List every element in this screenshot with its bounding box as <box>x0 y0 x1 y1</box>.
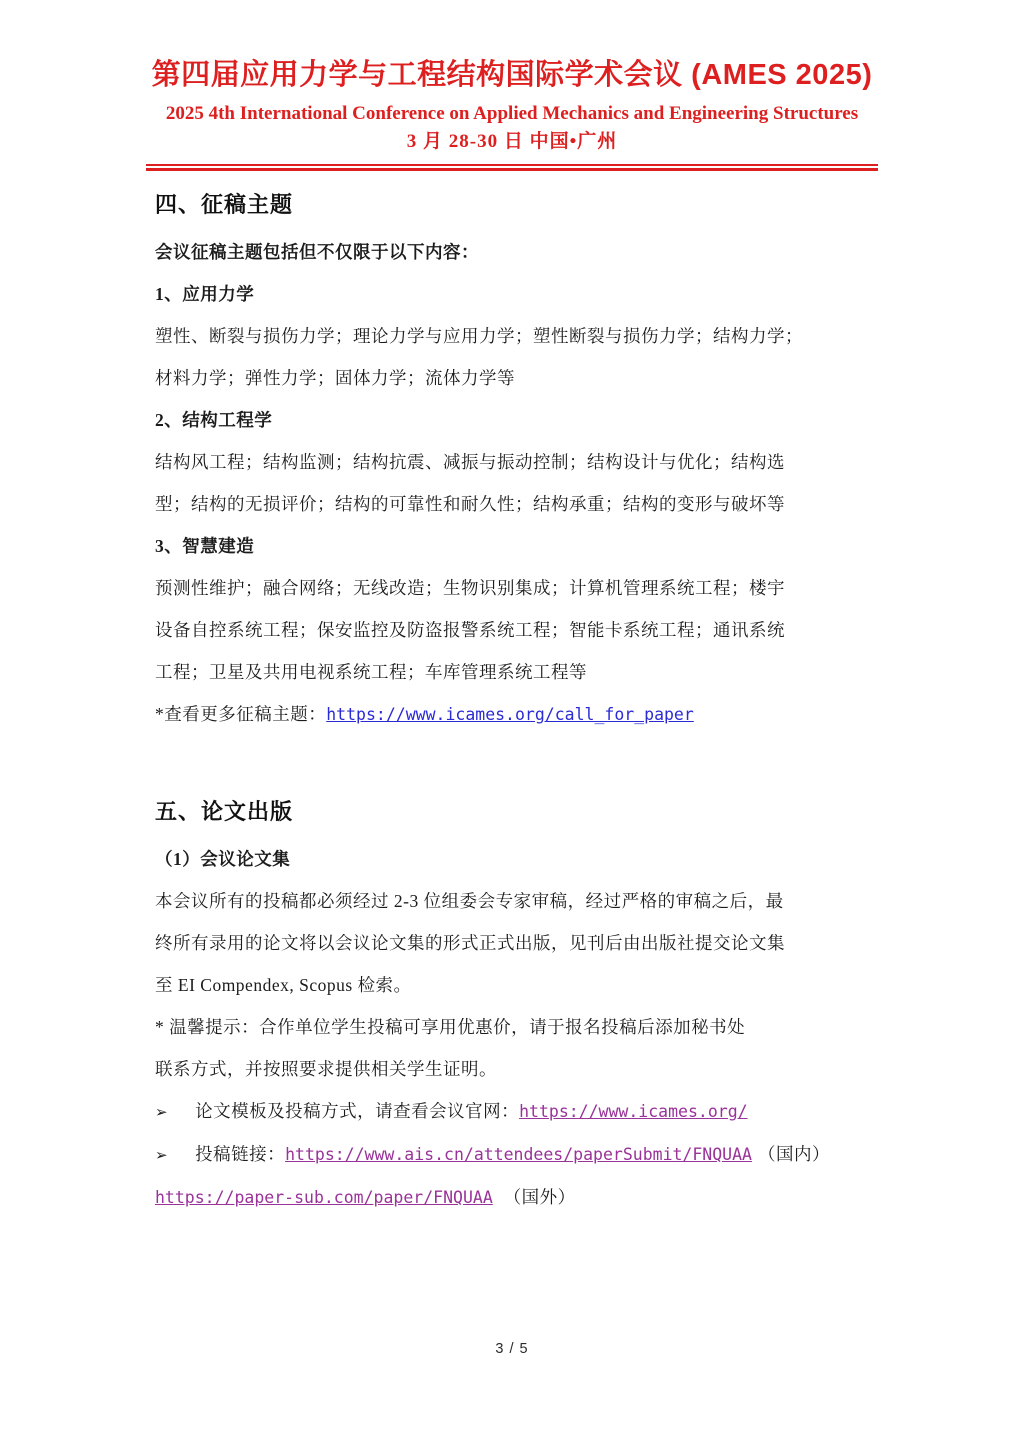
template-bullet-text: 论文模板及投稿方式，请查看会议官网： <box>195 1101 520 1121</box>
conference-date-location: 3 月 28-30 日 中国•广州 <box>406 131 618 152</box>
submission-bullet-text: 投稿链接： <box>195 1144 286 1164</box>
more-topics-label: *查看更多征稿主题： <box>155 704 327 724</box>
page-footer <box>0 1341 1024 1357</box>
document-header <box>0 0 1024 171</box>
domestic-submission-link[interactable]: https://www.ais.cn/attendees/paperSubmit/FNQUAA <box>285 1145 752 1164</box>
topic-line: 塑性、断裂与损伤力学；理论力学与应用力学；塑性断裂与损伤力学；结构力学； <box>155 326 803 346</box>
topic-line: 预测性维护；融合网络；无线改造；生物识别集成；计算机管理系统工程；楼宇 <box>155 578 785 598</box>
topic-title: 2、结构工程学 <box>155 410 273 430</box>
page-number: 3 / 5 <box>495 1341 529 1357</box>
call-for-paper-link[interactable]: https://www.icames.org/call_for_paper <box>326 705 694 724</box>
official-site-link[interactable]: https://www.icames.org/ <box>519 1102 748 1121</box>
overseas-submission-line <box>155 1176 870 1219</box>
topic-line: 设备自控系统工程；保安监控及防盗报警系统工程；智能卡系统工程；通讯系统 <box>155 620 785 640</box>
conference-title-cn: 第四届应用力学与工程结构国际学术会议 (AMES 2025) <box>151 59 873 91</box>
arrow-bullet-icon: ➢ <box>155 1103 169 1121</box>
tip-line: 联系方式，并按照要求提供相关学生证明。 <box>155 1059 497 1079</box>
publication-body-line: 终所有录用的论文将以会议论文集的形式正式出版，见刊后由出版社提交论文集 <box>155 933 785 953</box>
publication-body-line: 本会议所有的投稿都必须经过 2-3 位组委会专家审稿，经过严格的审稿之后，最 <box>155 891 784 911</box>
submission-bullet <box>155 1133 870 1176</box>
topic-line: 材料力学；弹性力学；固体力学；流体力学等 <box>155 368 515 388</box>
topic-line: 结构风工程；结构监测；结构抗震、减振与振动控制；结构设计与优化；结构选 <box>155 452 785 472</box>
call-for-papers-intro: 会议征稿主题包括但不仅限于以下内容： <box>155 242 479 262</box>
arrow-bullet-icon: ➢ <box>155 1146 169 1164</box>
more-topics-line <box>155 693 870 736</box>
tip-line: * 温馨提示：合作单位学生投稿可享用优惠价，请于报名投稿后添加秘书处 <box>155 1017 746 1037</box>
section-heading-call-for-papers: 四、征稿主题 <box>155 192 294 217</box>
overseas-submission-link[interactable]: https://paper-sub.com/paper/FNQUAA <box>155 1188 493 1207</box>
topic-title: 1、应用力学 <box>155 284 255 304</box>
domestic-label: （国内） <box>757 1144 830 1164</box>
topic-line: 工程；卫星及共用电视系统工程；车库管理系统工程等 <box>155 662 587 682</box>
conference-title-en: 2025 4th International Conference on Applied Mechanics and Engineering Structures <box>165 103 859 124</box>
header-divider <box>146 164 878 171</box>
overseas-label: （国外） <box>503 1187 576 1207</box>
topic-line: 型；结构的无损评价；结构的可靠性和耐久性；结构承重；结构的变形与破坏等 <box>155 494 785 514</box>
document-body <box>155 185 870 1219</box>
template-bullet <box>155 1090 870 1133</box>
section-heading-publication: 五、论文出版 <box>155 799 294 824</box>
proceedings-subheading: （1）会议论文集 <box>155 849 291 869</box>
publication-body-line: 至 EI Compendex, Scopus 检索。 <box>155 975 412 995</box>
topic-title: 3、智慧建造 <box>155 536 255 556</box>
